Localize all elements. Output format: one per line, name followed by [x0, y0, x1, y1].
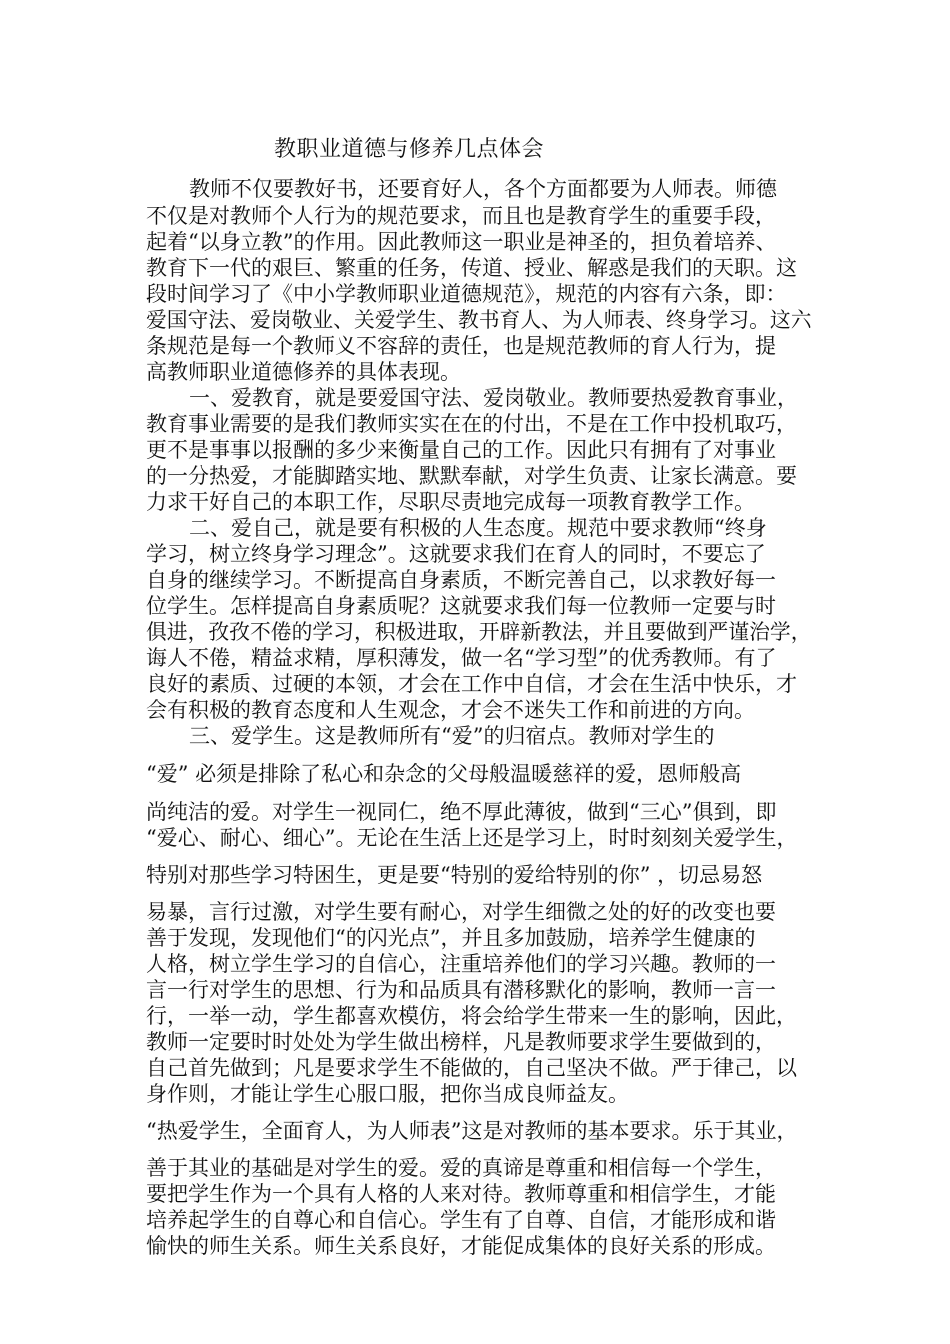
text-line: 教育下一代的艰巨、繁重的任务，传道、授业、解惑是我们的天职。这 — [146, 256, 797, 280]
text-line: 段时间学习了《中小学教师职业道德规范》，规范的内容有六条，即： — [146, 282, 787, 306]
text-line: 易暴，言行过激，对学生要有耐心，对学生细微之处的好的改变也要 — [146, 900, 776, 924]
text-line: 三、爱学生。这是教师所有“爱”的归宿点。教师对学生的 — [189, 724, 715, 748]
text-line: 学习，树立终身学习理念”。这就要求我们在育人的同时，不要忘了 — [146, 542, 766, 566]
text-line: 的一分热爱，才能脚踏实地、默默奉献，对学生负责、让家长满意。要 — [146, 464, 797, 488]
text-line: 行，一举一动，学生都喜欢模仿，将会给学生带来一生的影响，因此， — [146, 1004, 797, 1028]
text-line: 位学生。怎样提高自身素质呢？这就要求我们每一位教师一定要与时 — [146, 594, 776, 618]
text-line: 俱进，孜孜不倦的学习，积极进取，开辟新教法，并且要做到严谨治学， — [146, 620, 812, 644]
text-line: 一、爱教育，就是要爱国守法、爱岗敬业。教师要热爱教育事业， — [189, 386, 798, 410]
text-line: 起着“以身立教”的作用。因此教师这一职业是神圣的，担负着培养、 — [146, 230, 777, 254]
text-line: 善于发现，发现他们“的闪光点”，并且多加鼓励，培养学生健康的 — [146, 926, 756, 950]
text-line: 要把学生作为一个具有人格的人来对待。教师尊重和相信学生，才能 — [146, 1182, 776, 1206]
document-title: 教职业道德与修养几点体会 — [274, 137, 545, 162]
text-line: “爱” 必须是排除了私心和杂念的父母般温暖慈祥的爱，恩师般高 — [146, 762, 742, 786]
text-line: 自己首先做到；凡是要求学生不能做的，自己坚决不做。严于律己，以 — [146, 1056, 797, 1080]
text-line: 自身的继续学习。不断提高自身素质，不断完善自己，以求教好每一 — [146, 568, 776, 592]
text-line: 二、爱自己，就是要有积极的人生态度。规范中要求教师“终身 — [189, 516, 767, 540]
text-line: “热爱学生，全面育人，为人师表”这是对教师的基本要求。乐于其业， — [146, 1119, 798, 1143]
text-line: 良好的素质、过硬的本领，才会在工作中自信，才会在生活中快乐，才 — [146, 672, 797, 696]
text-line: 特别对那些学习特困生，更是要“特别的爱给特别的你” ，切忌易怒 — [146, 863, 763, 887]
text-line: 更不是事事以报酬的多少来衡量自己的工作。因此只有拥有了对事业 — [146, 438, 776, 462]
text-line: 力求干好自己的本职工作，尽职尽责地完成每一项教育教学工作。 — [146, 490, 755, 514]
text-line: “爱心、耐心、细心”。无论在生活上还是学习上，时时刻刻关爱学生， — [146, 826, 798, 850]
text-line: 培养起学生的自尊心和自信心。学生有了自尊、自信，才能形成和谐 — [146, 1208, 776, 1232]
text-line: 诲人不倦，精益求精，厚积薄发，做一名“学习型”的优秀教师。有了 — [146, 646, 777, 670]
text-line: 教师不仅要教好书，还要育好人，各个方面都要为人师表。师德 — [189, 177, 777, 201]
text-line: 高教师职业道德修养的具体表现。 — [146, 360, 461, 384]
text-line: 身作则，才能让学生心服口服，把你当成良师益友。 — [146, 1082, 629, 1106]
text-line: 教师一定要时时处处为学生做出榜样，凡是教师要求学生要做到的， — [146, 1030, 776, 1054]
text-line: 教育事业需要的是我们教师实实在在的付出，不是在工作中投机取巧， — [146, 412, 797, 436]
text-line: 善于其业的基础是对学生的爱。爱的真谛是尊重和相信每一个学生， — [146, 1156, 776, 1180]
text-line: 人格，树立学生学习的自信心，注重培养他们的学习兴趣。教师的一 — [146, 952, 776, 976]
text-line: 条规范是每一个教师义不容辞的责任，也是规范教师的育人行为，提 — [146, 334, 776, 358]
text-line: 会有积极的教育态度和人生观念，才会不迷失工作和前进的方向。 — [146, 698, 755, 722]
text-line: 言一行对学生的思想、行为和品质具有潜移默化的影响，教师一言一 — [146, 978, 776, 1002]
text-line: 爱国守法、爱岗敬业、关爱学生、教书育人、为人师表、终身学习。这六 — [146, 308, 812, 332]
text-line: 不仅是对教师个人行为的规范要求，而且也是教育学生的重要手段， — [146, 204, 776, 228]
text-line: 尚纯洁的爱。对学生一视同仁，绝不厚此薄彼，做到“三心”俱到，即 — [146, 800, 777, 824]
text-line: 愉快的师生关系。师生关系良好，才能促成集体的良好关系的形成。 — [146, 1234, 776, 1258]
